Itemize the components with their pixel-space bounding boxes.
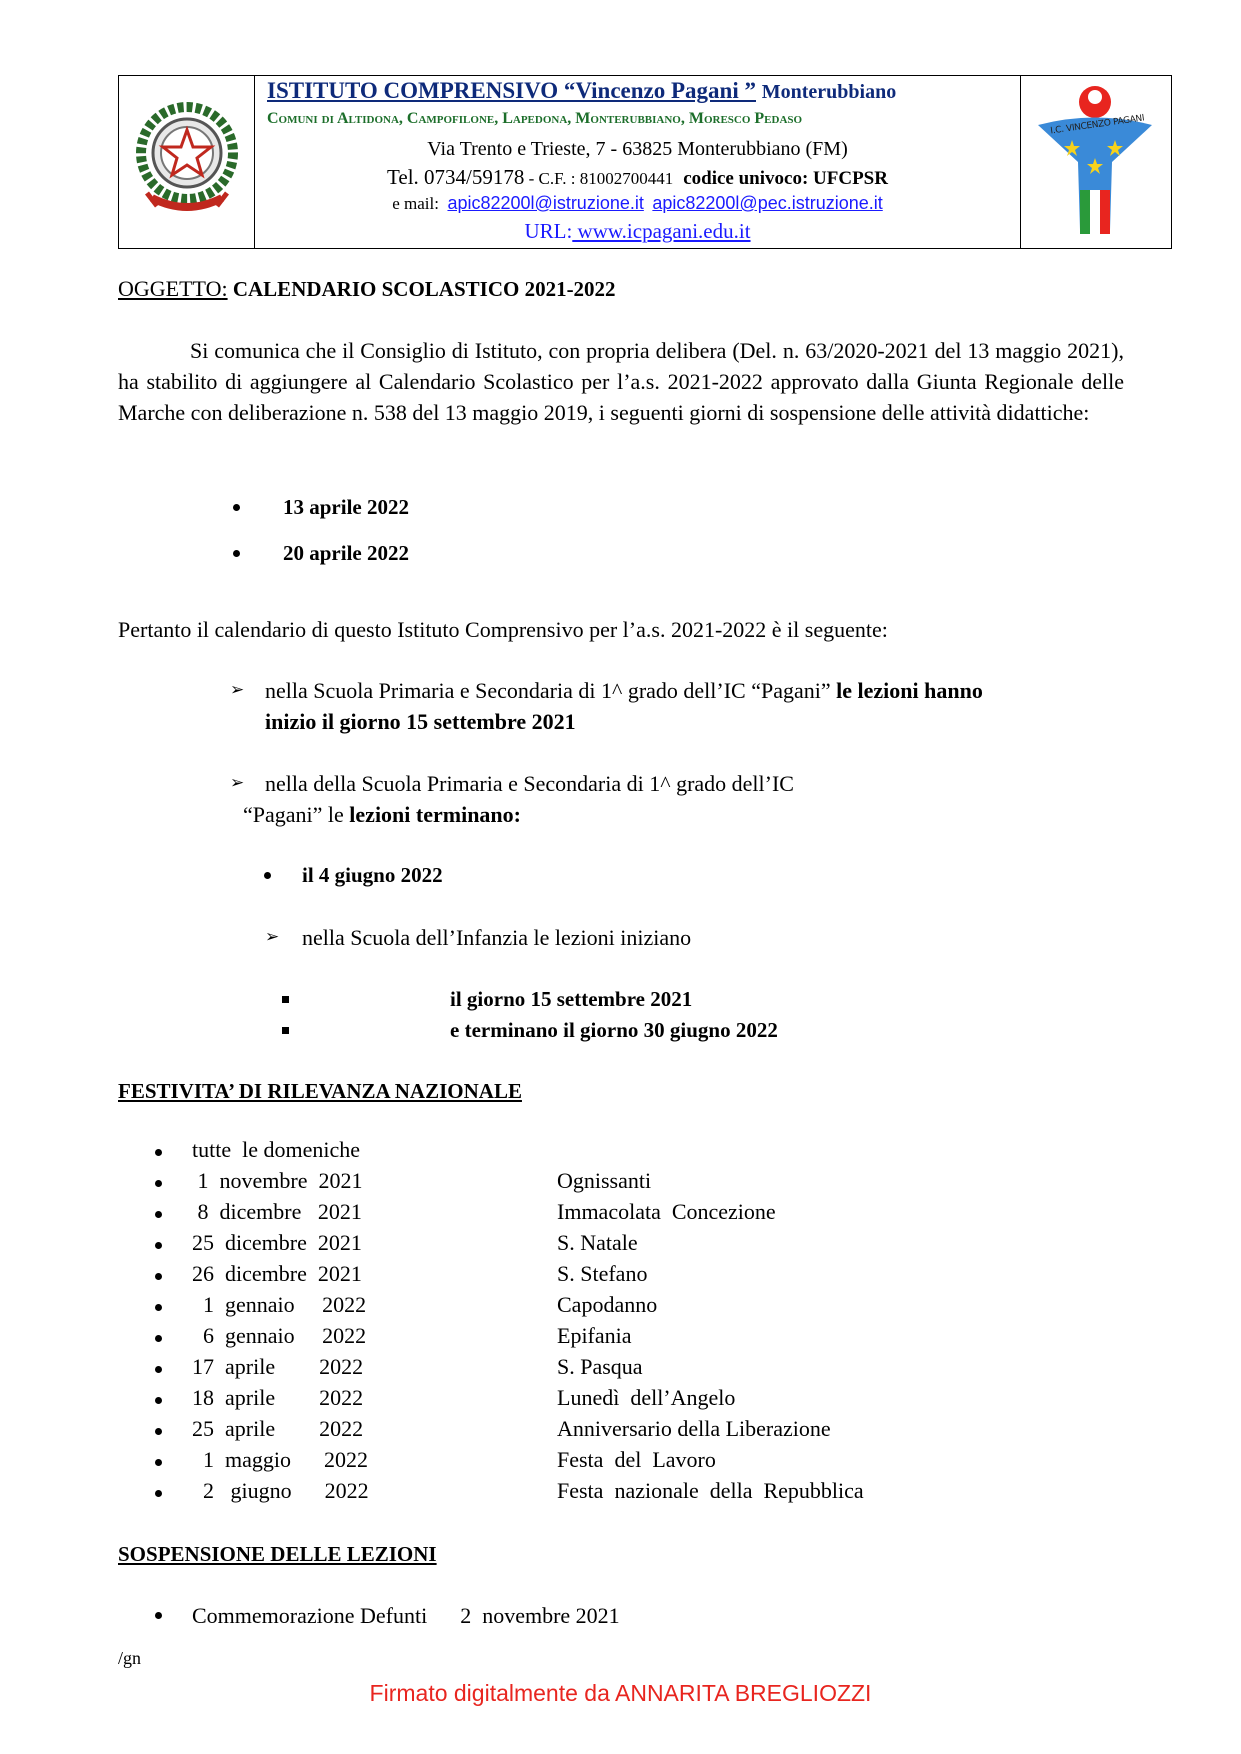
bullet-icon bbox=[233, 550, 240, 557]
festivita-date: 25 dicembre 2021 bbox=[192, 1230, 362, 1255]
festivita-date: 2 giugno 2022 bbox=[192, 1478, 369, 1503]
festivita-row bbox=[155, 1385, 1055, 1416]
url-link[interactable]: www.icpagani.edu.it bbox=[572, 219, 751, 243]
school-codice: codice univoco: UFCPSR bbox=[683, 168, 888, 189]
festivita-row bbox=[155, 1354, 1055, 1385]
footer-initials: /gn bbox=[118, 1648, 142, 1668]
school-email-line bbox=[255, 193, 1020, 214]
bullet-icon bbox=[155, 1273, 162, 1280]
bullet-icon bbox=[155, 1211, 162, 1218]
infanzia-item bbox=[282, 1015, 982, 1046]
bullet-icon bbox=[155, 1612, 162, 1619]
bullet-icon bbox=[155, 1180, 162, 1187]
infanzia-item bbox=[282, 984, 982, 1015]
arrow-bullet-icon: ➢ bbox=[265, 927, 280, 947]
festivita-name: S. Pasqua bbox=[557, 1354, 643, 1379]
school-cf: - C.F. : 81002700441 bbox=[524, 169, 674, 188]
festivita-name: Lunedì dell’Angelo bbox=[557, 1385, 736, 1410]
school-address: Via Trento e Trieste, 7 - 63825 Monterubbiano (FM) bbox=[427, 138, 848, 160]
festivita-name: Festa del Lavoro bbox=[557, 1447, 716, 1472]
square-bullet-icon bbox=[282, 996, 289, 1003]
digital-signature: Firmato digitalmente da ANNARITA BREGLIOZZI bbox=[369, 1680, 872, 1706]
festivita-name: Epifania bbox=[557, 1323, 632, 1348]
item2-line1: nella della Scuola Primaria e Secondaria di 1^ grado dell’IC bbox=[265, 771, 794, 796]
item2-line2 bbox=[243, 799, 521, 830]
sospensione-heading: SOSPENSIONE DELLE LEZIONI bbox=[118, 1542, 437, 1566]
festivita-date: 17 aprile 2022 bbox=[192, 1354, 364, 1379]
school-logo bbox=[1030, 80, 1160, 245]
school-url-line bbox=[255, 219, 1020, 244]
festivita-name: S. Stefano bbox=[557, 1261, 648, 1286]
festivita-date: 25 aprile 2022 bbox=[192, 1416, 364, 1441]
letterhead-text bbox=[255, 76, 1020, 248]
url-label: URL: bbox=[524, 219, 573, 243]
school-town: Monterubbiano bbox=[761, 81, 897, 103]
subject-label: OGGETTO bbox=[118, 276, 222, 301]
school-name bbox=[267, 78, 896, 104]
email-link[interactable]: apic82200l@istruzione.it bbox=[447, 193, 644, 213]
subject-colon: : bbox=[221, 276, 228, 301]
school-phone-line bbox=[255, 165, 1020, 190]
infanzia-text: il giorno 15 settembre 2021 bbox=[450, 987, 693, 1011]
end-date-text: il 4 giugno 2022 bbox=[302, 863, 443, 887]
festivita-name: Festa nazionale della Repubblica bbox=[557, 1478, 864, 1503]
item1-bold-b: inizio il giorno 15 settembre 2021 bbox=[265, 709, 576, 734]
letterhead-logo-cell bbox=[1020, 76, 1171, 248]
logo-text: I.C. VINCENZO PAGANI bbox=[1049, 113, 1146, 137]
suspension-day-text: 13 aprile 2022 bbox=[283, 495, 409, 519]
end-date-item bbox=[264, 860, 664, 891]
intro-paragraph: Si comunica che il Consiglio di Istituto, con propria delibera (Del. n. 63/2020-2021 del 13 maggio 2021), ha stabilito di aggiungere al Calendario Scolastico per l’a.s. 2021-2022 approvato dalla Giunta Regionale delle Marche con deliberazione n. 538 del 13 maggio 2019, i seguenti giorni di sospensione delle attività didattiche: bbox=[118, 338, 1124, 425]
item1-bold-a: le lezioni hanno bbox=[836, 678, 983, 703]
festivita-name: Anniversario della Liberazione bbox=[557, 1416, 831, 1441]
subject-title: CALENDARIO SCOLASTICO 2021-2022 bbox=[227, 277, 616, 301]
bullet-icon bbox=[155, 1428, 162, 1435]
festivita-row bbox=[155, 1478, 1055, 1509]
bullet-icon bbox=[155, 1397, 162, 1404]
email-label: e mail: bbox=[392, 194, 439, 213]
suspension-day bbox=[233, 492, 633, 523]
festivita-name: S. Natale bbox=[557, 1230, 638, 1255]
festivita-date: 1 novembre 2021 bbox=[192, 1168, 363, 1193]
item1-text: nella Scuola Primaria e Secondaria di 1^ grado dell’IC “Pagani” bbox=[265, 678, 837, 703]
arrow-bullet-icon: ➢ bbox=[230, 680, 245, 700]
suspension-day-text: 20 aprile 2022 bbox=[283, 541, 409, 565]
italian-republic-emblem bbox=[132, 98, 242, 223]
bullet-icon bbox=[155, 1242, 162, 1249]
festivita-name: Immacolata Concezione bbox=[557, 1199, 776, 1224]
festivita-row bbox=[155, 1137, 1055, 1168]
festivita-date: 18 aprile 2022 bbox=[192, 1385, 364, 1410]
sospensione-text: Commemorazione Defunti 2 novembre 2021 bbox=[192, 1603, 620, 1628]
festivita-heading: FESTIVITA’ DI RILEVANZA NAZIONALE bbox=[118, 1079, 522, 1103]
bullet-icon bbox=[155, 1149, 162, 1156]
bullet-icon bbox=[155, 1304, 162, 1311]
item2-line2-bold: lezioni terminano: bbox=[349, 802, 521, 827]
arrow-bullet-icon: ➢ bbox=[230, 773, 245, 793]
festivita-row bbox=[155, 1199, 1055, 1230]
festivita-name: Ognissanti bbox=[557, 1168, 652, 1193]
bullet-icon bbox=[264, 872, 271, 879]
item3-text: nella Scuola dell’Infanzia le lezioni iniziano bbox=[302, 925, 692, 950]
item2-line2-text: “Pagani” le bbox=[243, 802, 350, 827]
infanzia-text: e terminano il giorno 30 giugno 2022 bbox=[450, 1018, 778, 1042]
festivita-date: 26 dicembre 2021 bbox=[192, 1261, 362, 1286]
festivita-row bbox=[155, 1416, 1055, 1447]
pec-link[interactable]: apic82200l@pec.istruzione.it bbox=[652, 193, 883, 213]
letterhead bbox=[118, 75, 1172, 249]
festivita-name: Capodanno bbox=[557, 1292, 658, 1317]
school-name-main: ISTITUTO COMPRENSIVO “Vincenzo Pagani ” bbox=[267, 78, 756, 103]
festivita-row bbox=[155, 1447, 1055, 1478]
festivita-date: 1 maggio 2022 bbox=[192, 1447, 368, 1472]
school-comuni: Comuni di Altidona, Campofilone, Lapedona, Monterubbiano, Moresco Pedaso bbox=[267, 110, 803, 127]
festivita-list bbox=[155, 1137, 1055, 1509]
subject-line bbox=[118, 273, 616, 305]
suspension-day bbox=[233, 538, 633, 569]
bullet-icon bbox=[155, 1490, 162, 1497]
festivita-row bbox=[155, 1292, 1055, 1323]
school-phone: Tel. 0734/59178 bbox=[387, 165, 525, 189]
square-bullet-icon bbox=[282, 1027, 289, 1034]
sospensione-item bbox=[155, 1600, 855, 1631]
festivita-row bbox=[155, 1323, 1055, 1354]
festivita-date: 6 gennaio 2022 bbox=[192, 1323, 367, 1348]
festivita-date: 1 gennaio 2022 bbox=[192, 1292, 367, 1317]
pertanto-paragraph: Pertanto il calendario di questo Istituto Comprensivo per l’a.s. 2021-2022 è il seguente: bbox=[118, 617, 888, 642]
festivita-row bbox=[155, 1261, 1055, 1292]
festivita-row bbox=[155, 1168, 1055, 1199]
letterhead-emblem-cell bbox=[119, 76, 255, 248]
bullet-icon bbox=[155, 1335, 162, 1342]
festivita-row bbox=[155, 1230, 1055, 1261]
festivita-date: tutte le domeniche bbox=[192, 1137, 360, 1162]
festivita-date: 8 dicembre 2021 bbox=[192, 1199, 362, 1224]
bullet-icon bbox=[155, 1366, 162, 1373]
bullet-icon bbox=[155, 1459, 162, 1466]
bullet-icon bbox=[233, 504, 240, 511]
